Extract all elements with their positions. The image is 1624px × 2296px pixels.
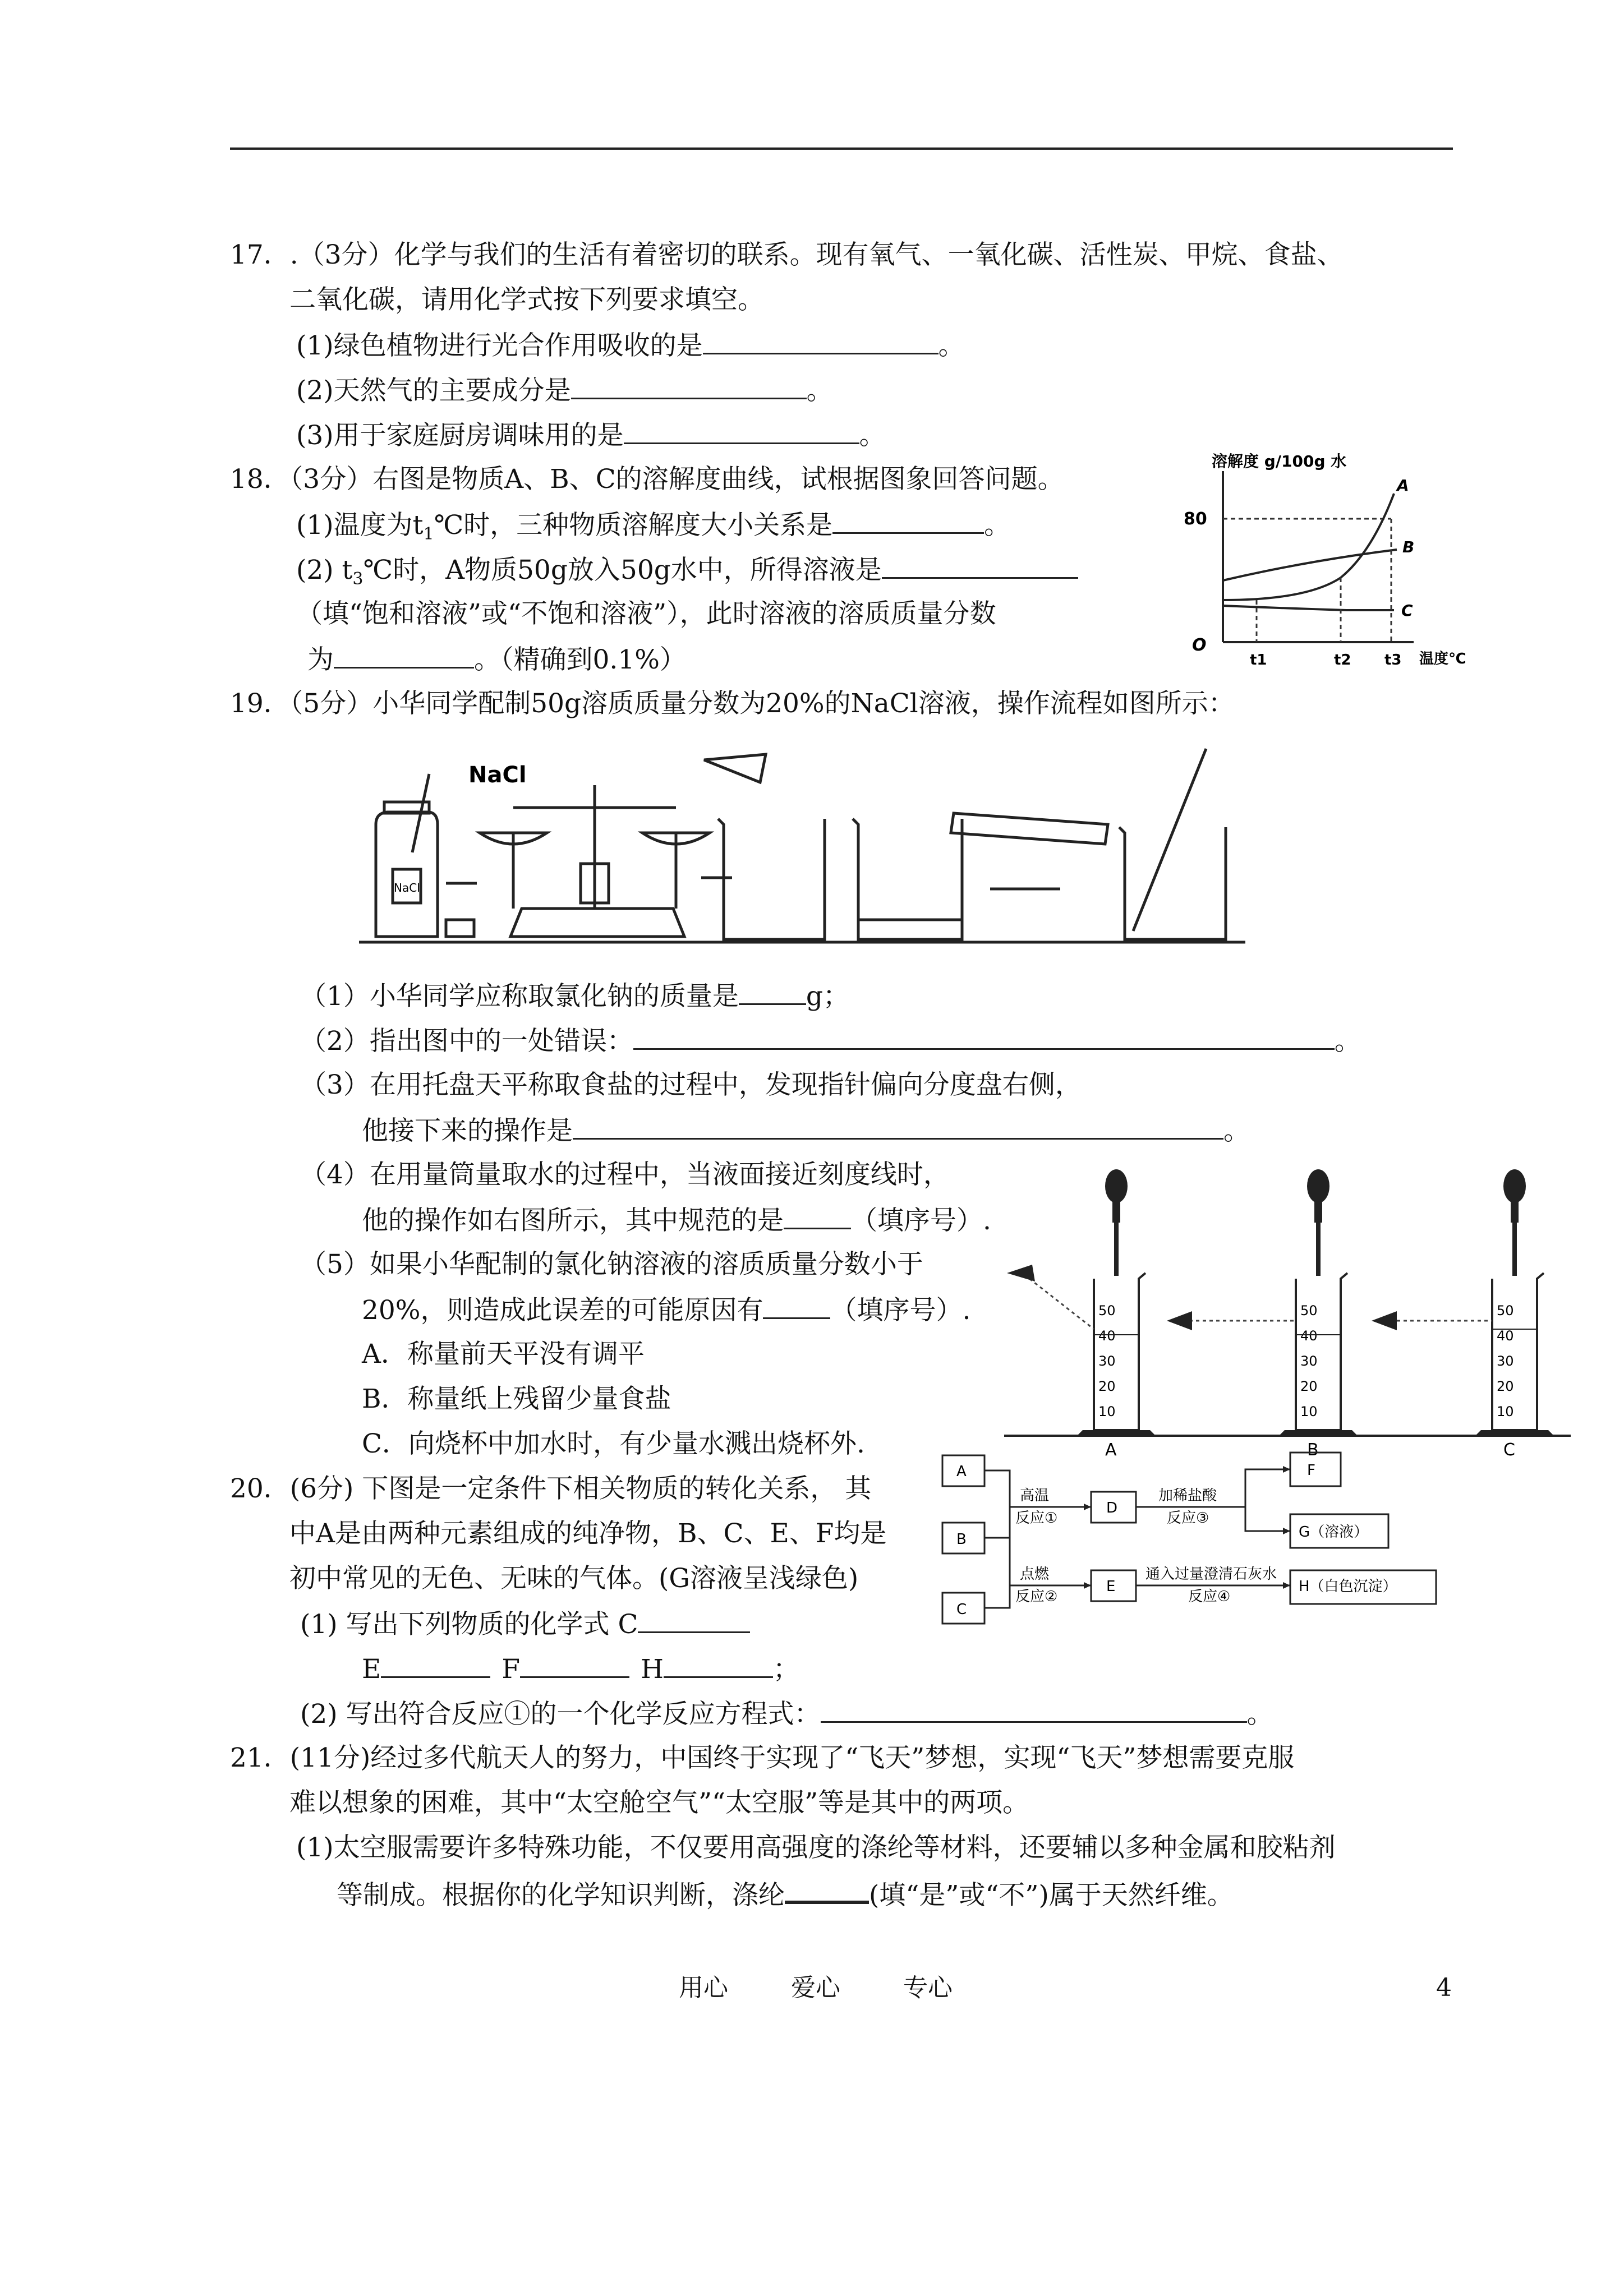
chart-ylabel: 溶解度 g/100g 水 (1212, 452, 1347, 471)
q17-line2: 二氧化碳，请用化学式按下列要求填空。 (289, 284, 764, 315)
q19-option-b: B．称量纸上残留少量食盐 (362, 1384, 671, 1414)
curve-A-label: A (1397, 476, 1409, 495)
q20-item1: (1) 写出下列物质的化学式 C (300, 1607, 750, 1642)
r3-label: 反应③ (1167, 1510, 1209, 1527)
weigh-dish (446, 920, 474, 937)
q20-line1: 20．(6分) 下图是一定条件下相关物质的转化关系， 其 (230, 1473, 872, 1504)
eye-icon (1007, 1265, 1035, 1281)
answer-blank[interactable] (832, 508, 984, 534)
q19-line1: 19．（5分）小华同学配制50g溶质质量分数为20%的NaCl溶液，操作流程如图所示： (230, 688, 1235, 719)
answer-blank[interactable] (381, 1652, 490, 1678)
svg-text:40: 40 (1098, 1328, 1116, 1344)
q17-item2: (2)天然气的主要成分是 。 (296, 373, 833, 408)
q18-item2: (2) $t_3℃$时，A物质50g放入50g水中，所得溶液是 (296, 552, 1078, 596)
box-F (1290, 1453, 1341, 1486)
curve-C-label: C (1401, 601, 1413, 620)
svg-text:30: 30 (1098, 1353, 1116, 1369)
q20-item2: (2) 写出符合反应①的一个化学反应方程式： 。 (300, 1696, 1273, 1731)
q19-item4-line1: （4）在用量筒量取水的过程中，当液面接近刻度线时， (300, 1159, 950, 1190)
tick-t2: t2 (1334, 652, 1351, 668)
balance-nacl-label: NaCl (468, 762, 527, 788)
svg-text:30: 30 (1300, 1353, 1318, 1369)
label-A: A (956, 1463, 967, 1480)
curve-A (1223, 494, 1394, 600)
r4-condition: 通入过量澄清石灰水 (1145, 1566, 1277, 1583)
svg-text:20: 20 (1300, 1378, 1318, 1394)
q19-item2: （2）指出图中的一处错误： 。 (300, 1023, 1361, 1058)
tick-t1: t1 (1250, 652, 1267, 668)
svg-text:40: 40 (1300, 1328, 1318, 1344)
svg-text:10: 10 (1300, 1404, 1318, 1419)
r1-condition: 高温 (1020, 1487, 1050, 1504)
beaker-1 (718, 819, 825, 939)
answer-blank[interactable] (739, 979, 806, 1005)
page-number: 4 (1436, 1974, 1452, 2002)
q19-item3-line1: （3）在用托盘天平称取食盐的过程中，发现指针偏向分度盘右侧， (300, 1069, 1082, 1100)
q20-item1-line2: E F H ； (362, 1652, 799, 1686)
svg-text:50: 50 (1300, 1303, 1318, 1318)
glass-rod (1133, 749, 1206, 931)
q19-item5-line1: （5）如果小华配制的氯化钠溶液的溶质质量分数小于 (300, 1249, 923, 1280)
r1-label: 反应① (1015, 1510, 1058, 1527)
q20-line3: 初中常见的无色、无味的气体。(G溶液呈浅绿色) (289, 1563, 859, 1594)
arrow-D-G (1245, 1507, 1290, 1531)
answer-blank[interactable] (664, 1652, 773, 1678)
label-D: D (1106, 1500, 1118, 1516)
answer-blank[interactable] (633, 1023, 1335, 1050)
q19-item5-line2: 20%，则造成此误差的可能原因有 （填序号）. (362, 1293, 970, 1327)
reagent-jar (376, 812, 438, 937)
q18-item2-line2: （填“饱和溶液”或“不饱和溶液”），此时溶液的溶质质量分数 (296, 598, 996, 629)
solubility-chart (1178, 449, 1466, 673)
svg-text:50: 50 (1098, 1303, 1116, 1318)
cylinder-label-C: C (1503, 1440, 1515, 1460)
answer-blank[interactable] (763, 1293, 830, 1319)
label-E: E (1106, 1578, 1116, 1595)
answer-blank[interactable] (784, 1203, 851, 1229)
eye-icon (1167, 1311, 1192, 1330)
answer-blank[interactable] (703, 328, 938, 354)
footer-motto-3: 专心 (903, 1974, 953, 2002)
svg-text:10: 10 (1098, 1404, 1116, 1419)
arrow-B-D (984, 1507, 1010, 1538)
cylinder-C (1372, 1169, 1554, 1436)
graduated-cylinders-figure (1004, 1167, 1576, 1464)
curve-C (1223, 606, 1394, 610)
footer-motto-1: 用心 (679, 1974, 728, 2002)
chart-y80-label: 80 (1184, 509, 1207, 529)
cylinder-label-B: B (1307, 1440, 1319, 1460)
curve-B-label: B (1402, 538, 1415, 556)
weighing-paper (704, 754, 766, 782)
svg-text:20: 20 (1098, 1378, 1116, 1394)
q21-line4: 等制成。根据你的化学知识判断，涤纶 (填“是”或“不”)属于天然纤维。 (337, 1876, 1234, 1912)
q21-line3: (1)太空服需要许多特殊功能，不仅要用高强度的涤纶等材料，还要辅以多种金属和胶粘剂 (296, 1832, 1336, 1863)
q18-item2-line3: 为 。（精确到0.1%） (307, 642, 686, 677)
tick-t3: t3 (1384, 652, 1402, 668)
q18-line1: 18．（3分）右图是物质A、B、C的溶解度曲线，试根据图象回答问题。 (230, 464, 1064, 495)
solution-prep-flow-diagram (359, 740, 1251, 948)
answer-blank[interactable] (571, 373, 807, 399)
q19-item1: （1）小华同学应称取氯化钠的质量是 g； (300, 979, 849, 1013)
q17-item1: (1)绿色植物进行光合作用吸收的是 。 (296, 328, 965, 363)
answer-blank[interactable] (334, 642, 474, 668)
cylinder-B (1167, 1169, 1358, 1436)
cylinder-A (1007, 1169, 1156, 1436)
label-G: G（溶液） (1299, 1524, 1369, 1541)
answer-blank[interactable] (624, 418, 859, 444)
answer-blank[interactable] (882, 552, 1078, 579)
label-F: F (1307, 1462, 1315, 1479)
beaker-2 (853, 819, 962, 939)
footer-motto-2: 爱心 (791, 1974, 840, 2002)
q17-item3: (3)用于家庭厨房调味用的是 。 (296, 418, 886, 453)
answer-blank[interactable] (785, 1876, 869, 1904)
label-C: C (956, 1601, 967, 1618)
q21-line1: 21．(11分)经过多代航天人的努力，中国终于实现了“飞天”梦想，实现“飞天”梦想需要克服 (230, 1742, 1295, 1773)
arrow-C-E (984, 1585, 1010, 1608)
svg-text:50: 50 (1497, 1303, 1514, 1318)
q21-line2: 难以想象的困难，其中“太空舱空气”“太空服”等是其中的两项。 (289, 1787, 1029, 1818)
label-B: B (956, 1531, 967, 1548)
conversion-diagram (937, 1444, 1470, 1652)
answer-blank[interactable] (573, 1113, 1223, 1140)
q19-option-c: C．向烧杯中加水时，有少量水溅出烧杯外. (362, 1428, 865, 1459)
cylinder-label-A: A (1105, 1440, 1117, 1460)
pouring-cylinder (951, 813, 1108, 844)
svg-text:40: 40 (1497, 1328, 1514, 1344)
r2-label: 反应② (1015, 1588, 1058, 1605)
q19-item3-line2: 他接下来的操作是 。 (362, 1113, 1250, 1148)
q17-line1: 17．.（3分）化学与我们的生活有着密切的联系。现有氧气、一氧化碳、活性炭、甲烷、食盐、 (230, 239, 1344, 270)
chart-xlabel: 温度℃ (1419, 651, 1466, 667)
q19-item4-line2: 他的操作如右图所示，其中规范的是 （填序号）. (362, 1203, 991, 1238)
svg-text:10: 10 (1497, 1404, 1514, 1419)
answer-blank[interactable] (520, 1652, 629, 1678)
q20-line2: 中A是由两种元素组成的纯净物，B、C、E、F均是 (289, 1518, 887, 1549)
r4-label: 反应④ (1188, 1588, 1231, 1605)
curve-B (1223, 550, 1397, 580)
answer-blank[interactable] (638, 1607, 750, 1633)
balance-base (510, 909, 684, 937)
answer-blank[interactable] (821, 1696, 1247, 1723)
svg-text:30: 30 (1497, 1353, 1514, 1369)
r2-condition: 点燃 (1020, 1566, 1050, 1583)
q18-item1: (1)温度为$t_1℃$时，三种物质溶解度大小关系是 。 (296, 508, 1010, 551)
q19-option-a: A．称量前天平没有调平 (362, 1339, 645, 1370)
jar-label: NaCl (394, 881, 420, 895)
header-rule (230, 147, 1453, 150)
label-H: H（白色沉淀） (1299, 1578, 1397, 1595)
eye-icon (1372, 1311, 1397, 1330)
r3-condition: 加稀盐酸 (1158, 1487, 1217, 1504)
chart-origin: O (1192, 635, 1207, 655)
svg-text:20: 20 (1497, 1378, 1514, 1394)
